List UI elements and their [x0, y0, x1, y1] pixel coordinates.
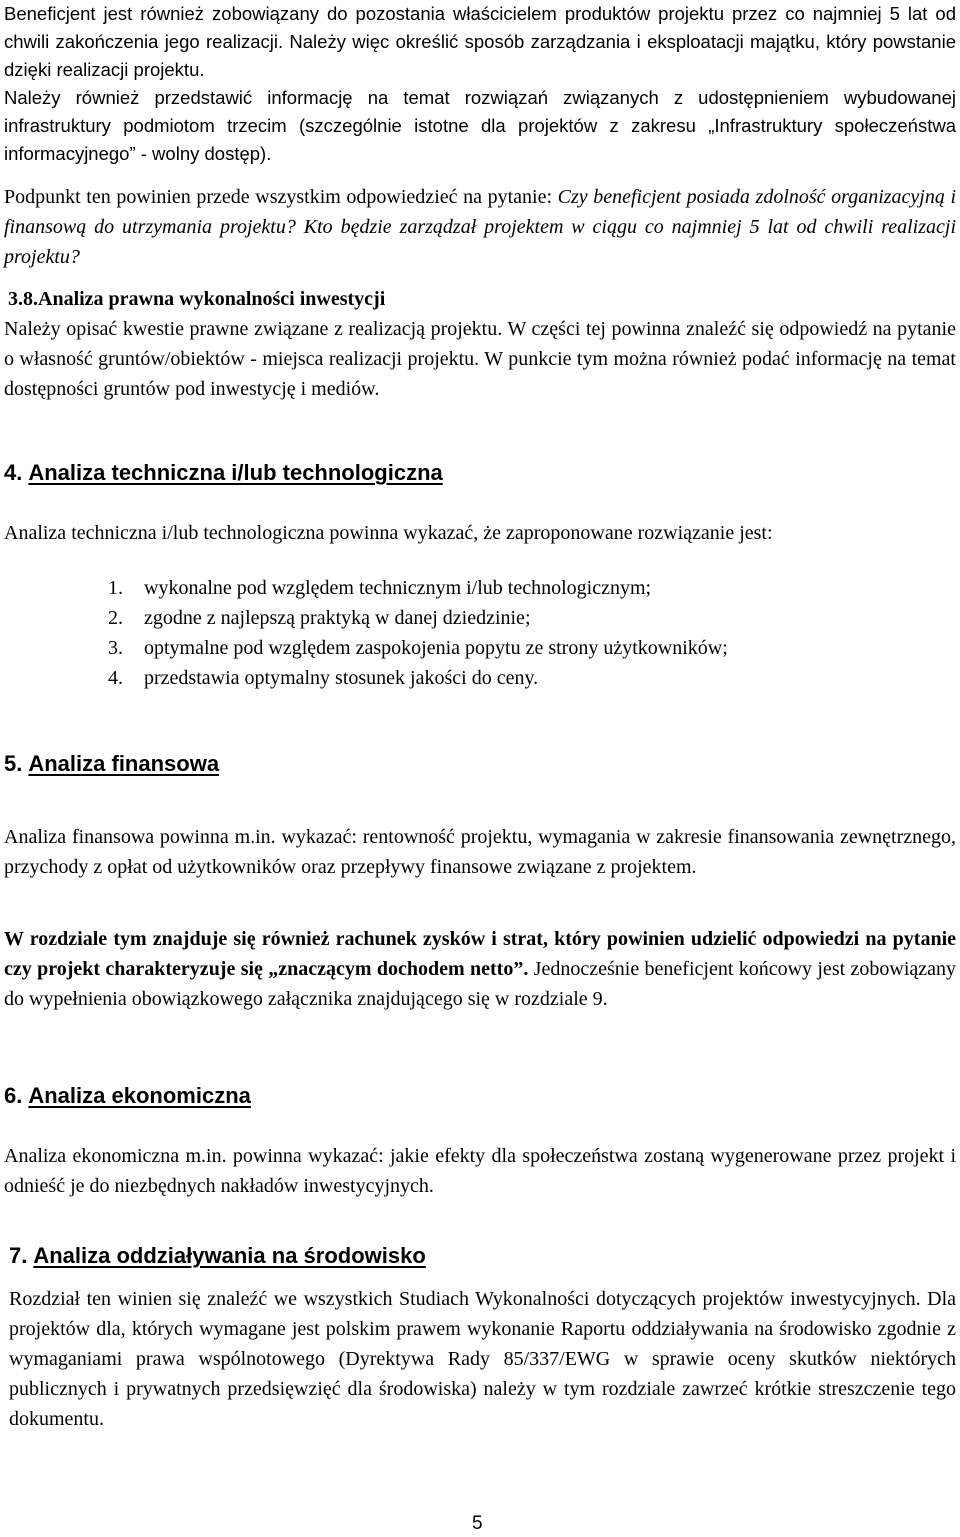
list-item: 2. zgodne z najlepszą praktyką w danej dziedzinie; [108, 607, 531, 629]
section-5-body: Analiza finansowa powinna m.in. wykazać: rentowność projektu, wymagania w zakresie finansowania zewnętrznego, przychody z opłat od użytkowników oraz przepływy finansowe związane z projektem. [4, 826, 956, 878]
key-question-italic: Czy beneficjent posiada zdolność organizacyjną i finansową do utrzymania projektu? Kto będzie zarządzał projektem w ciągu co najmniej 5 lat od chwili realizacji projektu? [4, 186, 957, 268]
requirements-list [108, 573, 728, 693]
section-3-8-body: Należy opisać kwestie prawne związane z realizacją projektu. W części tej powinna znaleźć się odpowiedź na pytanie o własność gruntów/obiektów - miejsca realizacji projektu. W punkcie tym można również podać informację na temat dostępności gruntów pod inwestycję i mediów. [4, 318, 956, 400]
section-6-number: 6. [4, 1083, 23, 1108]
section-3-8-heading: 3.8.Analiza prawna wykonalności inwestycji [8, 288, 386, 310]
section-7-body: Rozdział ten winien się znaleźć we wszystkich Studiach Wykonalności dotyczących projektów inwestycyjnych. Dla projektów dla, których wymagane jest polskim prawem wykonanie Raportu oddziaływania na środowisko zgodnie z wymaganiami prawa wspólnotowego (Dyrektywa Rady 85/337/EWG w sprawie oceny skutków niektórych publicznych i prywatnych przedsięwzięć dla środowiska) należy w tym rozdziale zawrzeć krótkie streszczenie tego dokumentu. [9, 1288, 956, 1430]
key-question-intro: Podpunkt ten powinien przede wszystkim odpowiedzieć na pytanie: [4, 186, 558, 208]
section-7-heading [9, 1241, 426, 1271]
list-item: 1. wykonalne pod względem technicznym i/lub technologicznym; [108, 577, 652, 599]
paragraph-key-question [4, 182, 956, 272]
section-5-title: Analiza finansowa [28, 751, 220, 776]
section-5-heading [4, 749, 219, 779]
section-4-number: 4. [4, 460, 23, 485]
section-6-title: Analiza ekonomiczna [28, 1083, 251, 1108]
section-5-number: 5. [4, 751, 23, 776]
section-5-annex-text: Jednocześnie beneficjent końcowy jest zobowiązany do wypełnienia obowiązkowego załącznika znajdującego się w rozdziale 9. [4, 958, 957, 1010]
section-5-profit-paragraph [4, 924, 956, 1014]
section-4-title: Analiza techniczna i/lub technologiczna [28, 460, 443, 485]
section-6-heading [4, 1081, 251, 1111]
section-4-intro: Analiza techniczna i/lub technologiczna powinna wykazać, że zaproponowane rozwiązanie jest: [4, 522, 773, 544]
section-4-heading [4, 458, 443, 488]
section-6-body: Analiza ekonomiczna m.in. powinna wykazać: jakie efekty dla społeczeństwa zostaną wygenerowane przez projekt i odnieść je do niezbędnych nakładów inwestycyjnych. [4, 1145, 956, 1197]
paragraph-ownership-obligation: Beneficjent jest również zobowiązany do pozostania właścicielem produktów projektu przez co najmniej 5 lat od chwili zakończenia jego realizacji. Należy więc określić sposób zarządzania i eksploatacji majątku, który powstanie dzięki realizacji projektu. [4, 3, 956, 80]
paragraph-third-party-access: Należy również przedstawić informację na temat rozwiązań związanych z udostępnieniem wybudowanej infrastruktury podmiotom trzecim (szczególnie istotne dla projektów z zakresu „Infrastruktury społeczeństwa informacyjnego” - wolny dostęp). [4, 87, 956, 164]
section-7-number: 7. [9, 1243, 28, 1268]
list-item: 3. optymalne pod względem zaspokojenia popytu ze strony użytkowników; [108, 637, 728, 659]
section-7-title: Analiza oddziaływania na środowisko [33, 1243, 426, 1268]
list-item: 4. przedstawia optymalny stosunek jakości do ceny. [108, 667, 539, 689]
section-5-bold-text: W rozdziale tym znajduje się również rachunek zysków i strat, który powinien udzielić odpowiedzi na pytanie czy projekt charakteryzuje się „znaczącym dochodem netto”. [4, 928, 956, 980]
page-number: 5 [472, 1513, 483, 1534]
